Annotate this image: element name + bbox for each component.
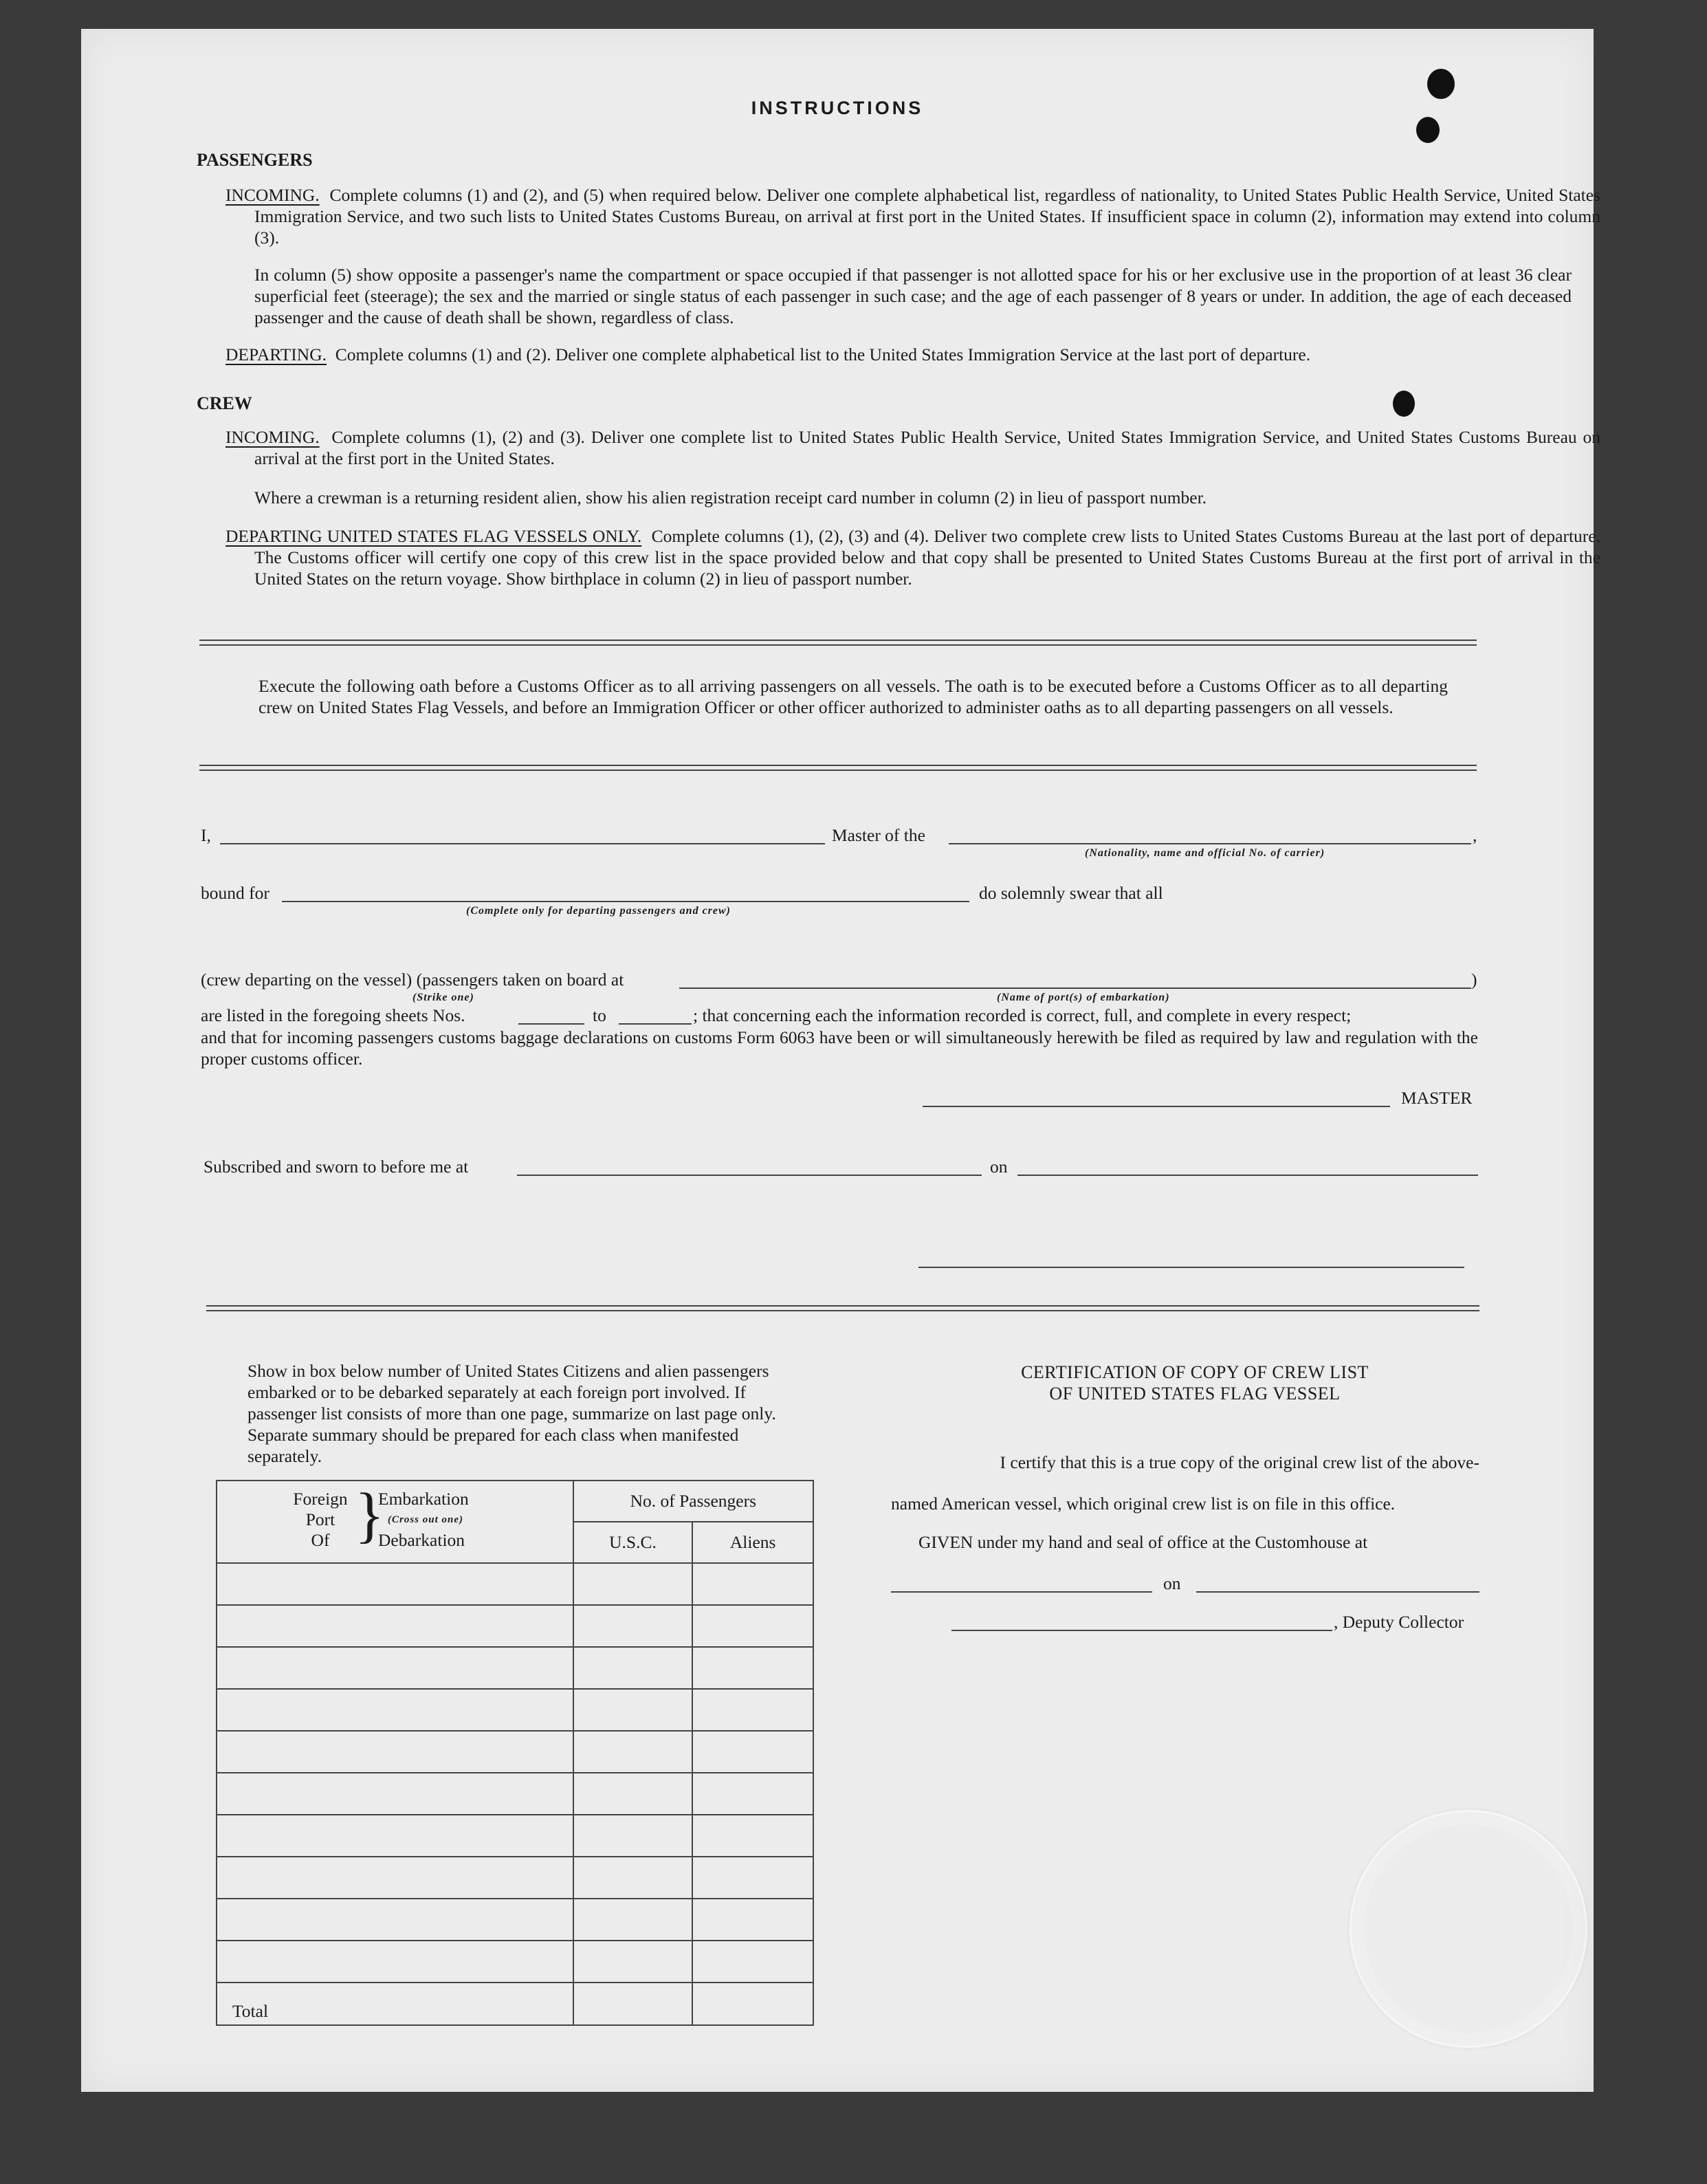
aliens-cell[interactable] [692,1731,813,1773]
aliens-header: Aliens [692,1522,813,1563]
form-page [81,29,1600,2092]
sworn-date-field[interactable] [1017,1175,1478,1176]
ink-blot [1416,117,1440,143]
debarkation-option[interactable]: Debarkation [378,1530,465,1550]
total-row [217,1983,813,2025]
crew-resident-paragraph: Where a crewman is a returning resident alien, show his alien registration receipt card number in column (2) in lieu of passport number. [254,488,1207,507]
sheets-prefix-text: are listed in the foregoing sheets Nos. [201,1005,465,1025]
usc-cell[interactable] [573,1647,693,1689]
table-row [217,1689,813,1731]
strike-one-hint: (Strike one) [412,992,474,1003]
table-row [217,1941,813,1983]
no-passengers-header: No. of Passengers [573,1481,813,1522]
section-divider [206,1305,1479,1311]
port-cell[interactable] [217,1899,573,1941]
usc-cell[interactable] [573,1857,693,1899]
ink-blot [1393,391,1415,417]
oath-i-label: I, [201,825,211,845]
port-cell[interactable] [217,1647,573,1689]
master-signature-field[interactable] [923,1106,1390,1107]
port-cell[interactable] [217,1605,573,1647]
aliens-total-cell[interactable] [692,1983,813,2025]
aliens-cell[interactable] [692,1941,813,1983]
master-label: MASTER [1401,1088,1473,1108]
customhouse-field[interactable] [891,1591,1152,1593]
crew-departing-text: Complete columns (1), (2), (3) and (4). Deliver two complete crew lists to United States Customs Bureau at the last port of departure. The Customs officer will certify one copy of this crew list in the space provided below and that copy shall be presented to United States Customs Bureau at the first port of arrival in the United States on the return voyage. Show birthplace in column (2) in lieu of passport number. [254,526,1600,589]
table-row [217,1647,813,1689]
deputy-collector-label: , Deputy Collector [1334,1612,1464,1632]
swear-text: do solemnly swear that all [979,883,1163,903]
passengers-column5-paragraph: In column (5) show opposite a passenger's name the compartment or space occupied if that passenger is not allotted space for his or her exclusive use in the proportion of at least 36 clear superficial feet (steerage); the sex and the married or single status of each passenger in such case; and the age of each passenger of 8 years or under. In addition, the age of each deceased passenger and the cause of death shall be shown, regardless of class. [254,265,1572,327]
usc-cell[interactable] [573,1941,693,1983]
cross-out-hint: (Cross out one) [388,1514,464,1525]
embarkation-option[interactable]: Embarkation [378,1489,469,1509]
sheet-from-field[interactable] [518,1023,584,1025]
carrier-field[interactable] [949,843,1471,844]
summary-instruction: Show in box below number of United States Citizens and alien passengers embarked or to be debarked separately at each foreign port involved. If passenger list consists of more than one page, summarize on last page only. Separate summary should be prepared for each class when manifested separately. [247,1361,776,1466]
usc-cell[interactable] [573,1899,693,1941]
aliens-cell[interactable] [692,1773,813,1815]
certification-on-text: on [1163,1573,1181,1593]
close-paren-text: ) [1471,970,1477,990]
port-cell[interactable] [217,1731,573,1773]
crew-incoming-paragraph [225,426,1600,469]
table-row [217,1899,813,1941]
sworn-place-field[interactable] [517,1175,982,1176]
sheets-to-text: to [593,1005,606,1025]
subscribed-text: Subscribed and sworn to before me at [203,1157,469,1177]
sworn-on-text: on [990,1157,1008,1177]
certification-date-field[interactable] [1196,1591,1479,1593]
usc-total-cell[interactable] [573,1983,693,2025]
ink-blot [1427,69,1455,99]
given-text: GIVEN under my hand and seal of office at the Customhouse at [918,1532,1368,1552]
usc-cell[interactable] [573,1605,693,1647]
bound-for-label: bound for [201,883,269,903]
usc-cell[interactable] [573,1773,693,1815]
total-label: Total [217,1983,573,2025]
bound-for-field[interactable] [282,901,969,902]
certification-title-line: OF UNITED STATES FLAG VESSEL [1049,1384,1341,1404]
aliens-cell[interactable] [692,1689,813,1731]
passengers-incoming-paragraph [225,184,1600,248]
table-row [217,1773,813,1815]
passengers-departing-text: Complete columns (1) and (2). Deliver one complete alphabetical list to the United States Immigration Service at the last port of departure. [335,345,1311,364]
crew-heading: CREW [197,393,252,413]
page-title: INSTRUCTIONS [751,98,924,118]
port-header-cell [217,1481,573,1563]
usc-cell[interactable] [573,1815,693,1857]
certification-title [934,1362,1456,1404]
section-divider [199,765,1477,771]
section-divider [199,640,1477,646]
declaration-text: and that for incoming passengers customs baggage declarations on customs Form 6063 have been or will simultaneously herewith be filed as required by law and regulation with the proper customs officer. [201,1027,1478,1069]
sheet-to-field[interactable] [619,1023,692,1025]
usc-cell[interactable] [573,1563,693,1605]
embarkation-debarkation-label [378,1489,469,1551]
brace-icon: } [355,1481,385,1549]
usc-cell[interactable] [573,1689,693,1731]
aliens-cell[interactable] [692,1815,813,1857]
port-header-label [286,1489,355,1551]
port-cell[interactable] [217,1563,573,1605]
certify-line-2: named American vessel, which original crew list is on file in this office. [891,1494,1396,1514]
port-cell[interactable] [217,1815,573,1857]
table-row [217,1605,813,1647]
crew-incoming-label: INCOMING. [225,427,320,447]
aliens-cell[interactable] [692,1605,813,1647]
port-cell[interactable] [217,1857,573,1899]
oath-instruction: Execute the following oath before a Customs Officer as to all arriving passengers on all vessels. The oath is to be executed before a Customs Officer as to all departing crew on United States Flag Vessels, and before an Immigration Officer or other officer authorized to administer oaths as to all departing passengers on all vessels. [258,676,1448,717]
table-row [217,1857,813,1899]
usc-header: U.S.C. [573,1522,693,1563]
deputy-signature-field[interactable] [951,1630,1332,1631]
port-cell[interactable] [217,1773,573,1815]
port-cell[interactable] [217,1689,573,1731]
passengers-incoming-text: Complete columns (1) and (2), and (5) when required below. Deliver one complete alphabetical list, regardless of nationality, to United States Public Health Service, United States Immigration Service, and two such lists to United States Customs Bureau, on arrival at first port in the United States. If insufficient space in column (2), information may extend into column (3). [254,185,1600,248]
passengers-departing-label: DEPARTING. [225,345,327,364]
master-name-field[interactable] [220,843,825,844]
passengers-heading: PASSENGERS [197,150,313,170]
embarkation-ports-field[interactable] [679,987,1471,989]
aliens-cell[interactable] [692,1647,813,1689]
port-cell[interactable] [217,1941,573,1983]
certify-line-1: I certify that this is a true copy of the original crew list of the above- [1000,1452,1479,1472]
port-header-line: Of [311,1530,330,1550]
aliens-cell[interactable] [692,1857,813,1899]
port-header-line: Port [305,1509,335,1529]
passengers-departing-paragraph [225,344,1572,365]
crew-departing-label: DEPARTING UNITED STATES FLAG VESSELS ONLY. [225,526,642,546]
embossed-seal [1350,1810,1587,2048]
comma-text: , [1473,825,1477,845]
officer-signature-field[interactable] [918,1267,1464,1268]
certification-title-line: CERTIFICATION OF COPY OF CREW LIST [1021,1362,1369,1382]
passenger-summary-table [216,1480,814,2026]
crew-incoming-text: Complete columns (1), (2) and (3). Deliver one complete list to United States Public Health Service, United States Immigration Service, and United States Customs Bureau on arrival at the first port in the United States. [254,427,1600,468]
port-header-line: Foreign [293,1489,348,1509]
table-row [217,1563,813,1605]
carrier-hint: (Nationality, name and official No. of carrier) [1085,847,1325,859]
aliens-cell[interactable] [692,1899,813,1941]
crew-departing-paragraph [225,525,1600,589]
aliens-cell[interactable] [692,1563,813,1605]
bound-for-hint: (Complete only for departing passengers and crew) [466,905,731,917]
sheets-rest-text: ; that concerning each the information recorded is correct, full, and complete in every respect; [693,1005,1352,1025]
crew-passengers-text: (crew departing on the vessel) (passengers taken on board at [201,970,624,990]
ports-hint: (Name of port(s) of embarkation) [997,992,1170,1003]
table-row [217,1731,813,1773]
table-row [217,1815,813,1857]
master-of-label: Master of the [832,825,925,845]
passengers-incoming-label: INCOMING. [225,185,320,205]
usc-cell[interactable] [573,1731,693,1773]
